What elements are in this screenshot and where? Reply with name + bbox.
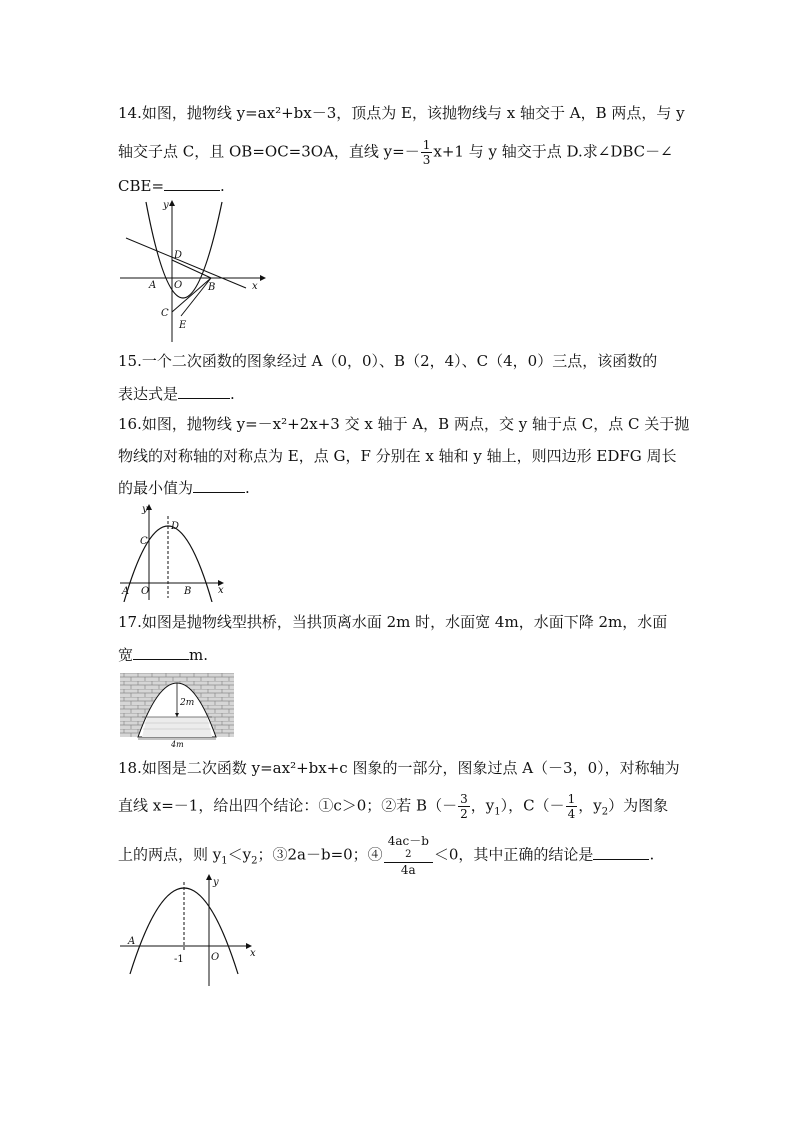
q14-line-dy <box>126 238 246 288</box>
q18-frac3-sup: 2 <box>405 849 412 860</box>
q18-text-a: 直线 x=－1，给出四个结论：①c＞0；②若 B（－ <box>118 796 458 815</box>
q18-period: . <box>649 845 655 864</box>
q14-answer-blank[interactable] <box>164 176 220 191</box>
q15-line-2 <box>118 384 235 404</box>
q16-label-o: O <box>141 586 150 597</box>
q18-frac2-num: 1 <box>567 792 576 806</box>
q18-text-d: ，y <box>578 796 602 815</box>
q18-frac2-den: 4 <box>567 807 576 821</box>
q16-line-1: 16.如图，抛物线 y=－x²+2x+3 交 x 轴于 A，B 两点，交 y 轴于点 C，点 C 关于抛 <box>118 415 690 433</box>
q14-x-arrow <box>260 275 266 281</box>
q18-line-2 <box>118 792 668 823</box>
q16-label-b: B <box>184 586 192 597</box>
q16-label-x: x <box>218 585 224 596</box>
q14-figure <box>118 198 266 344</box>
q15-answer-blank[interactable] <box>178 384 230 399</box>
q14-label-e: E <box>179 320 187 331</box>
q17-answer-blank[interactable] <box>133 645 189 660</box>
q14-label-o: O <box>174 280 183 291</box>
q14-line-2 <box>118 138 673 167</box>
q18-frac3-num-text: 4ac－b <box>387 834 429 848</box>
q16-label-a: A <box>122 586 130 597</box>
q18-y-arrow <box>206 874 212 880</box>
q16-figure <box>118 502 228 602</box>
q18-figure <box>118 870 262 988</box>
q14-period: . <box>220 177 225 195</box>
q14-label-d: D <box>174 250 183 261</box>
q18-sub-1: 1 <box>494 806 501 818</box>
q18-frac3-num <box>384 834 433 863</box>
q18-text-b: ，y <box>470 796 495 815</box>
q18-text-f: 上的两点，则 y <box>118 845 222 864</box>
q17-label-width: 4m <box>171 740 184 749</box>
q18-frac1-den: 2 <box>460 807 468 821</box>
q18-frac1-num: 3 <box>460 792 468 806</box>
q18-label-minus1: -1 <box>174 954 184 965</box>
q17-line-1: 17.如图是抛物线型拱桥，当拱顶离水面 2m 时，水面宽 4m，水面下降 2m，水面 <box>118 613 668 631</box>
q14-line-1: 14.如图，抛物线 y=ax²+bx－3，顶点为 E，该抛物线与 x 轴交于 A，B 两点，与 y <box>118 104 685 122</box>
q15-line-1: 15.一个二次函数的图象经过 A（0，0）、B（2，4）、C（4，0）三点，该函数的 <box>118 352 658 370</box>
q18-sub-2: 2 <box>601 806 609 818</box>
q16-label-y: y <box>142 504 148 515</box>
q18-fraction-2 <box>566 792 578 821</box>
q18-text-h: ；③2a－b=0；④ <box>257 845 383 864</box>
q14-line-3 <box>118 176 225 196</box>
q16-label-c: C <box>140 536 148 547</box>
q14-frac-num: 1 <box>422 138 431 152</box>
q14-label-b: B <box>208 282 216 293</box>
q18-sub-3: 1 <box>221 855 228 867</box>
q15-text-a: 表达式是 <box>118 385 179 403</box>
q14-label-x: x <box>252 281 258 292</box>
q17-water <box>142 717 212 737</box>
q14-label-y: y <box>163 200 169 211</box>
q18-text-g: ＜y <box>227 845 252 864</box>
q18-fraction-3 <box>384 834 433 877</box>
q18-fraction-1 <box>458 792 470 821</box>
q18-text-i: ＜0，其中正确的结论是 <box>433 845 594 864</box>
q18-label-x: x <box>250 948 256 959</box>
q16-line-3 <box>118 478 250 498</box>
q16-text-a: 的最小值为 <box>118 479 194 497</box>
q14-text-a: 轴交子点 C，且 OB=OC=3OA，直线 y=－ <box>118 142 420 161</box>
q14-text-b: x+1 与 y 轴交于点 D.求∠DBC－∠ <box>433 142 673 161</box>
q18-label-y: y <box>213 877 219 888</box>
q14-label-c: C <box>161 308 169 319</box>
q18-frac3-den: 4a <box>400 863 416 877</box>
q18-line-1: 18.如图是二次函数 y=ax²+bx+c 图象的一部分，图象过点 A（－3，0），对称轴为 <box>118 759 680 777</box>
q18-label-a: A <box>128 936 136 947</box>
q18-answer-blank[interactable] <box>593 845 649 860</box>
q16-label-d: D <box>171 521 180 532</box>
q14-y-arrow <box>169 200 175 206</box>
q18-text-e: ）为图象 <box>608 796 669 815</box>
q14-frac-den: 3 <box>422 153 431 167</box>
q14-fraction <box>421 138 433 167</box>
q18-label-o: O <box>211 952 220 963</box>
q17-line-2 <box>118 645 208 665</box>
q16-answer-blank[interactable] <box>193 478 245 493</box>
q17-label-height: 2m <box>180 698 195 708</box>
q14-label-a: A <box>149 280 157 291</box>
q18-parabola <box>130 888 238 974</box>
q14-text-c: CBE= <box>118 177 165 195</box>
q17-unit: m. <box>189 646 209 664</box>
q16-period: . <box>245 479 250 497</box>
q17-figure <box>120 673 234 749</box>
q16-line-2: 物线的对称轴的对称点为 E，点 G，F 分别在 x 轴和 y 轴上，则四边形 EDFG 周长 <box>118 447 677 465</box>
q14-segment-db <box>172 260 211 278</box>
q15-period: . <box>230 385 235 403</box>
q18-sub-4: 2 <box>251 855 258 867</box>
q18-text-c: ），C（－ <box>500 796 565 815</box>
q17-text-a: 宽 <box>118 646 134 664</box>
